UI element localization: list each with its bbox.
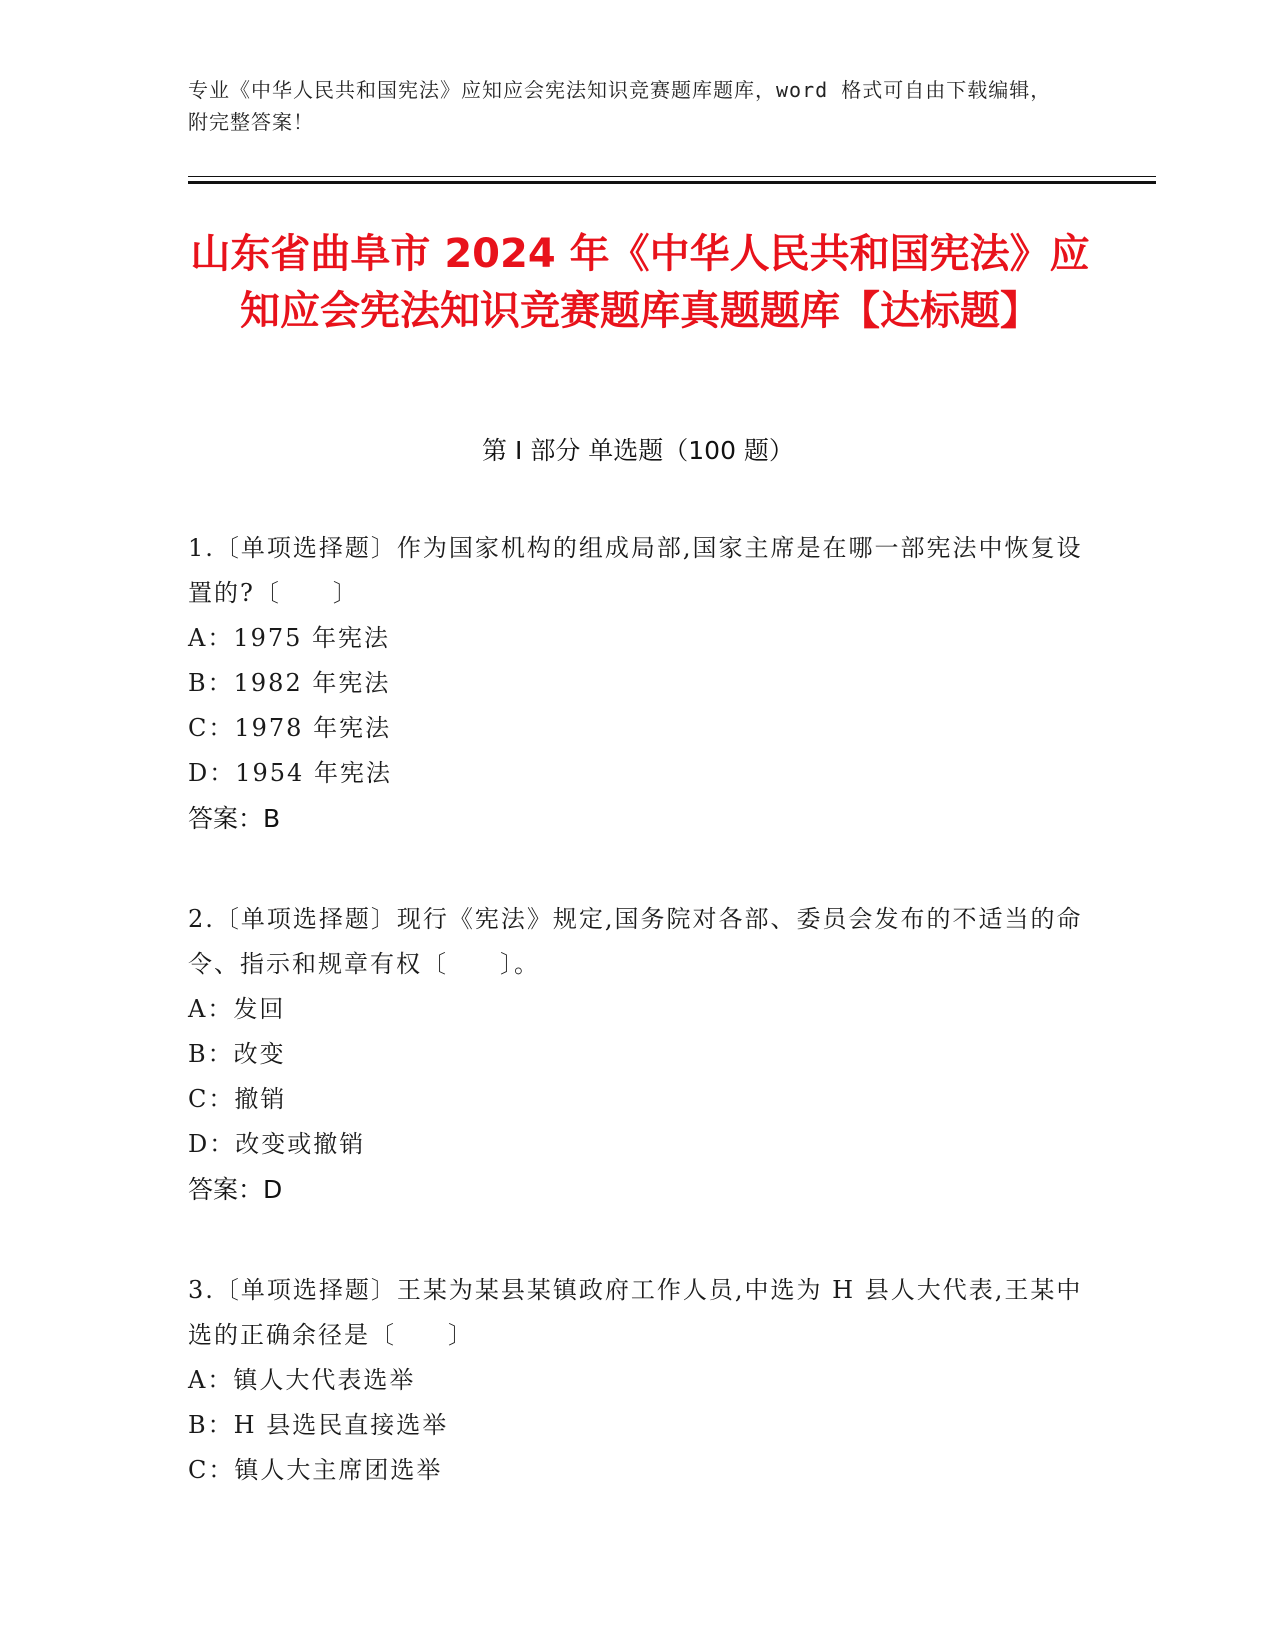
option-a: A：1975 年宪法 [188,624,391,652]
header-note: 专业《中华人民共和国宪法》应知应会宪法知识竞赛题库题库，word 格式可自由下载编辑，附完整答案！ [188,78,1052,134]
option-a: A：镇人大代表选举 [188,1366,416,1394]
option-d: D：1954 年宪法 [188,759,392,787]
option-c: C：撤销 [188,1085,287,1113]
question-3 [188,1268,1088,1493]
answer: 答案：B [188,804,281,833]
question-stem: 3.〔单项选择题〕王某为某县某镇政府工作人员,中选为 H 县人大代表,王某中选的正确余径是〔 〕 [188,1276,1083,1349]
header-rule-thick [188,181,1156,184]
option-a: A：发回 [188,995,286,1023]
option-b: B：1982 年宪法 [188,669,391,697]
question-2 [188,897,1088,1212]
section-heading: 第 I 部分 单选题（100 题） [482,436,794,465]
question-stem: 1.〔单项选择题〕作为国家机构的组成局部,国家主席是在哪一部宪法中恢复设置的?〔 〕 [188,534,1083,607]
header-rule-thin [188,176,1156,177]
question-1 [188,526,1088,841]
question-list [188,526,1088,1549]
document-title: 山东省曲阜市 2024 年《中华人民共和国宪法》应知应会宪法知识竞赛题库真题题库【达标题】 [190,231,1090,334]
option-b: B：H 县选民直接选举 [188,1411,449,1439]
option-c: C：1978 年宪法 [188,714,392,742]
question-stem: 2.〔单项选择题〕现行《宪法》规定,国务院对各部、委员会发布的不适当的命令、指示和规章有权〔 〕。 [188,905,1083,978]
option-b: B：改变 [188,1040,286,1068]
option-d: D：改变或撤销 [188,1130,366,1158]
option-c: C：镇人大主席团选举 [188,1456,443,1484]
answer: 答案：D [188,1175,283,1204]
